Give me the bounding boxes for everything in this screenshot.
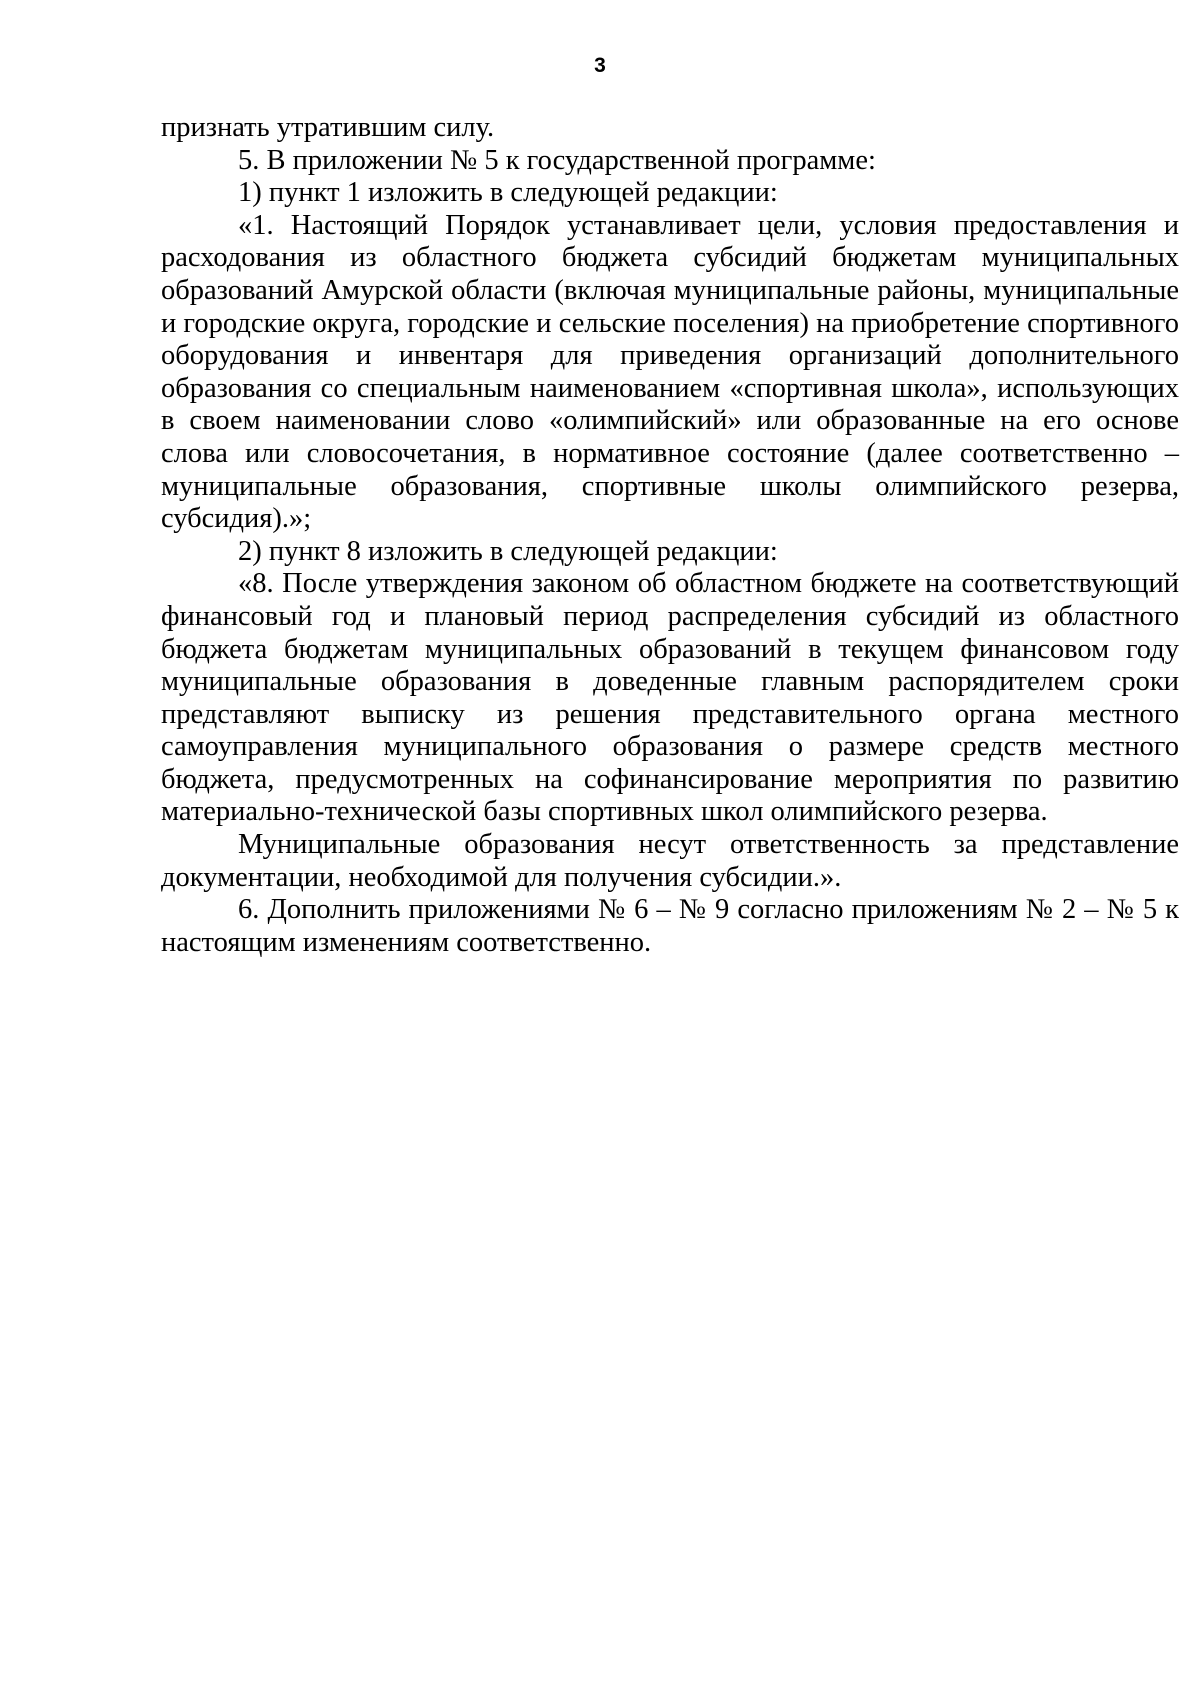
paragraph-quoted-point-8: «8. После утверждения законом об областном бюджете на соответствующий финансовый год и плановый период распределения субсидий из областного бюджета бюджетам муниципальных образований в текущем финансовом году муниципальные образования в доведенные главным распорядителем сроки представляют выписку из решения представительного органа местного самоуправления муниципального образования о размере средств местного бюджета, предусмотренных на софинансирование мероприятия по развитию материально-технической базы спортивных школ олимпийского резерва. [161,568,1179,828]
paragraph-subitem-1: 1) пункт 1 изложить в следующей редакции: [238,177,778,209]
paragraph-item-5: 5. В приложении № 5 к государственной программе: [238,144,876,176]
paragraph-subitem-2: 2) пункт 8 изложить в следующей редакции: [238,535,778,567]
document-body [161,112,1179,959]
paragraph-continuation: признать утратившим силу. [161,112,495,143]
paragraph-responsibility: Муниципальные образования несут ответственность за представление документации, необходимой для получения субсидии.». [161,829,1179,893]
page-number: 3 [594,54,606,77]
paragraph-quoted-point-1: «1. Настоящий Порядок устанавливает цели, условия предоставления и расходования из областного бюджета субсидий бюджетам муниципальных образований Амурской области (включая муниципальные районы, муниципальные и городские округа, городские и сельские поселения) на приобретение спортивного оборудования и инвентаря для приведения организаций дополнительного образования со специальным наименованием «спортивная школа», использующих в своем наименовании слово «олимпийский» или образованные на его основе слова или словосочетания, в нормативное состояние (далее соответственно – муниципальные образования, спортивные школы олимпийского резерва, субсидия).»; [161,209,1179,535]
paragraph-item-6: 6. Дополнить приложениями № 6 – № 9 согласно приложениям № 2 – № 5 к настоящим изменениям соответственно. [161,894,1179,958]
